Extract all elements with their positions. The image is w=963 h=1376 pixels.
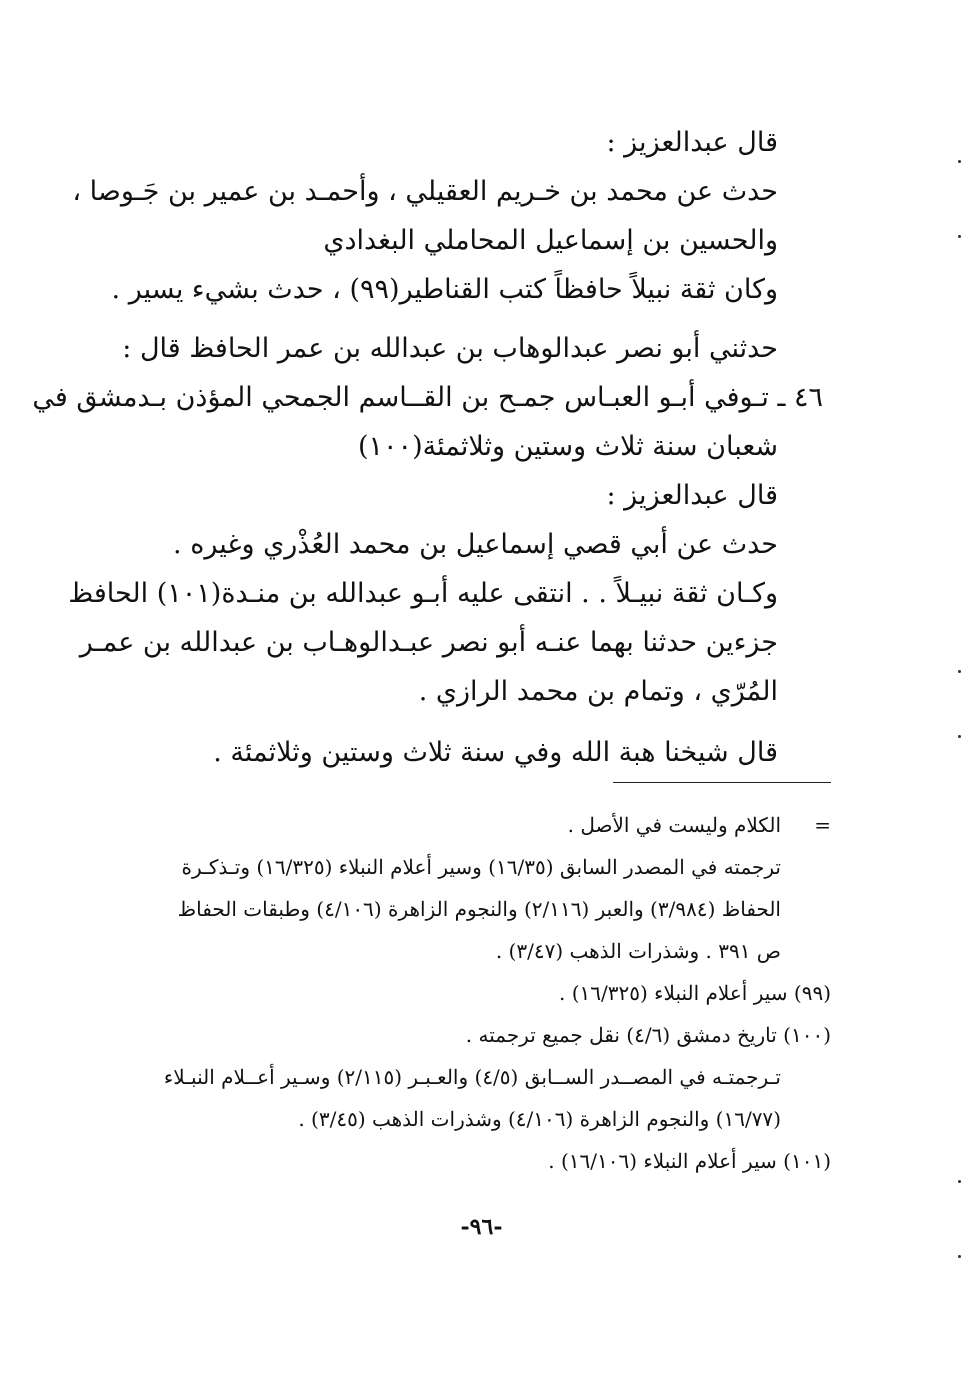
scan-edge-mark (958, 160, 961, 163)
page-number: -٩٦- (460, 1214, 503, 1240)
text-line: قال عبدالعزيز : (606, 480, 778, 511)
scan-edge-mark (958, 235, 961, 238)
scan-edge-mark (958, 1255, 961, 1258)
footnote-line: الحفاظ (٣/٩٨٤) والعبر (٢/١١٦) والنجوم الزاهرة (٤/١٠٦) وطبقات الحفاظ (177, 897, 781, 921)
entry-46-heading-line: ٤٦ ـ تـوفي أبـو العبـاس جمـح بن القــاسم الجمحي المؤذن بـدمشق في (32, 382, 823, 413)
scan-edge-mark (958, 1180, 961, 1183)
text-line: وكـان ثقة نبيـلاً . . انتقى عليه أبـو عبدالله بن منـدة(١٠١) الحافظ (68, 578, 778, 609)
scan-edge-mark (958, 670, 961, 673)
footnote-separator (613, 782, 831, 783)
text-line: جزءين حدثنا بهما عنـه أبو نصر عبـدالوهـاب بن عبدالله بن عمـر (79, 627, 778, 658)
footnotes-block (131, 804, 831, 1182)
text-line: حدث عن أبي قصي إسماعيل بن محمد العُذْري وغيره . (173, 529, 778, 560)
continuation-mark: = (814, 813, 831, 837)
footnote-line: تـرجمتـه في المصــدر الســابق (٤/٥) والعـبـر (٢/١١٥) وسـير أعــلام النبـلاء (163, 1065, 781, 1089)
footnote-text: الكلام وليست في الأصل . (567, 813, 781, 837)
footnote-line: (١٦/٧٧) والنجوم الزاهرة (٤/١٠٦) وشذرات الذهب (٣/٤٥) . (298, 1107, 781, 1131)
text-line: المُرّي ، وتمام بن محمد الرازي . (418, 676, 778, 707)
text-line: قال عبدالعزيز : (606, 127, 778, 158)
scan-edge-mark (958, 735, 961, 738)
footnote-line (131, 804, 831, 846)
footnote-101: (١٠١) سير أعلام النبلاء (١٦/١٠٦) . (548, 1149, 831, 1173)
text-line: وكان ثقة نبيلاً حافظاً كتب القناطير(٩٩) ، حدث بشيء يسير . (111, 274, 778, 305)
footnote-line: ص ٣٩١ . وشذرات الذهب (٣/٤٧) . (495, 939, 781, 963)
footnote-100: (١٠٠) تاريخ دمشق (٤/٦) نقل جميع ترجمته . (465, 1023, 831, 1047)
footnote-99: (٩٩) سير أعلام النبلاء (١٦/٣٢٥) . (558, 981, 831, 1005)
text-line: حدث عن محمد بن خـريم العقيلي ، وأحمـد بن عمير بن جَـوصا ، (72, 176, 778, 207)
main-text-block (32, 118, 823, 777)
footnote-line: ترجمته في المصدر السابق (١٦/٣٥) وسير أعلام النبلاء (١٦/٣٢٥) وتـذكـرة (181, 855, 781, 879)
text-line: والحسين بن إسماعيل المحاملي البغدادي (323, 225, 778, 256)
text-line: قال شيخنا هبة الله وفي سنة ثلاث وستين وثلاثمئة . (213, 737, 778, 768)
text-line: شعبان سنة ثلاث وستين وثلاثمئة(١٠٠) (358, 431, 778, 462)
text-line: حدثني أبو نصر عبدالوهاب بن عبدالله بن عمر الحافظ قال : (122, 333, 778, 364)
